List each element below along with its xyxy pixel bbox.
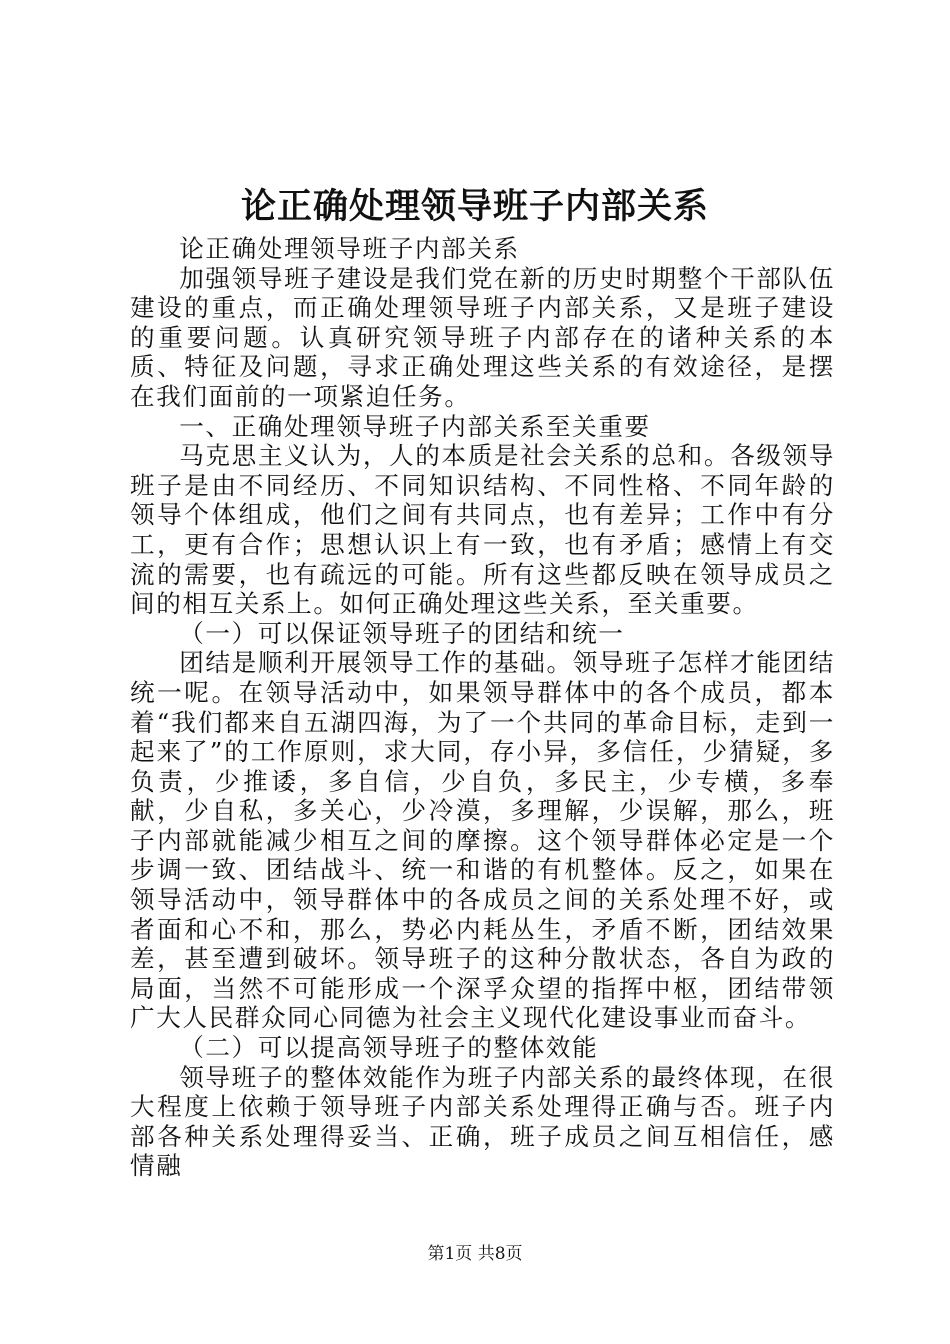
section-1-paragraph: 马克思主义认为，人的本质是社会关系的总和。各级领导班子是由不同经历、不同知识结构、不同性格、不同年龄的领导个体组成，他们之间有共同点，也有差异；工作中有分工，更有合作；思想认识上有一致，也有矛盾；感情上有交流的需要，也有疏远的可能。所有这些都反映在领导成员之间的相互关系上。如何正确处理这些关系，至关重要。: [130, 441, 835, 619]
subsection-1-paragraph: 团结是顺利开展领导工作的基础。领导班子怎样才能团结统一呢。在领导活动中，如果领导群体中的各个成员，都本着“我们都来自五湖四海，为了一个共同的革命目标，走到一起来了”的工作原则，求大同，存小异，多信任，少猜疑，多负责，少推诿，多自信，少自负，多民主，少专横，多奉献，少自私，多关心，少冷漠，多理解，少误解，那么，班子内部就能减少相互之间的摩擦。这个领导群体必定是一个步调一致、团结战斗、统一和谐的有机整体。反之，如果在领导活动中，领导群体中的各成员之间的关系处理不好，或者面和心不和，那么，势必内耗丛生，矛盾不断，团结效果差，甚至遭到破坏。领导班子的这种分散状态，各自为政的局面，当然不可能形成一个深孚众望的指挥中枢，团结带领广大人民群众同心同德为社会主义现代化建设事业而奋斗。: [130, 648, 835, 1033]
document-body: [130, 234, 835, 1181]
subsection-heading-2: （二）可以提高领导班子的整体效能: [179, 1033, 599, 1063]
section-heading-1: 一、正确处理领导班子内部关系至关重要: [179, 411, 651, 441]
document-title: 论正确处理领导班子内部关系: [240, 186, 709, 227]
subsection-2-paragraph: 领导班子的整体效能作为班子内部关系的最终体现，在很大程度上依赖于领导班子内部关系处理得正确与否。班子内部各种关系处理得妥当、正确，班子成员之间互相信任，感情融: [130, 1062, 835, 1181]
subsection-heading-1: （一）可以保证领导班子的团结和统一: [179, 618, 625, 648]
subtitle-line: 论正确处理领导班子内部关系: [179, 234, 520, 263]
intro-paragraph: 加强领导班子建设是我们党在新的历史时期整个干部队伍建设的重点，而正确处理领导班子内部关系，又是班子建设的重要问题。认真研究领导班子内部存在的诸种关系的本质、特征及问题，寻求正确处理这些关系的有效途径，是摆在我们面前的一项紧迫任务。: [130, 263, 835, 411]
page-number: 第1页 共8页: [427, 1244, 523, 1264]
